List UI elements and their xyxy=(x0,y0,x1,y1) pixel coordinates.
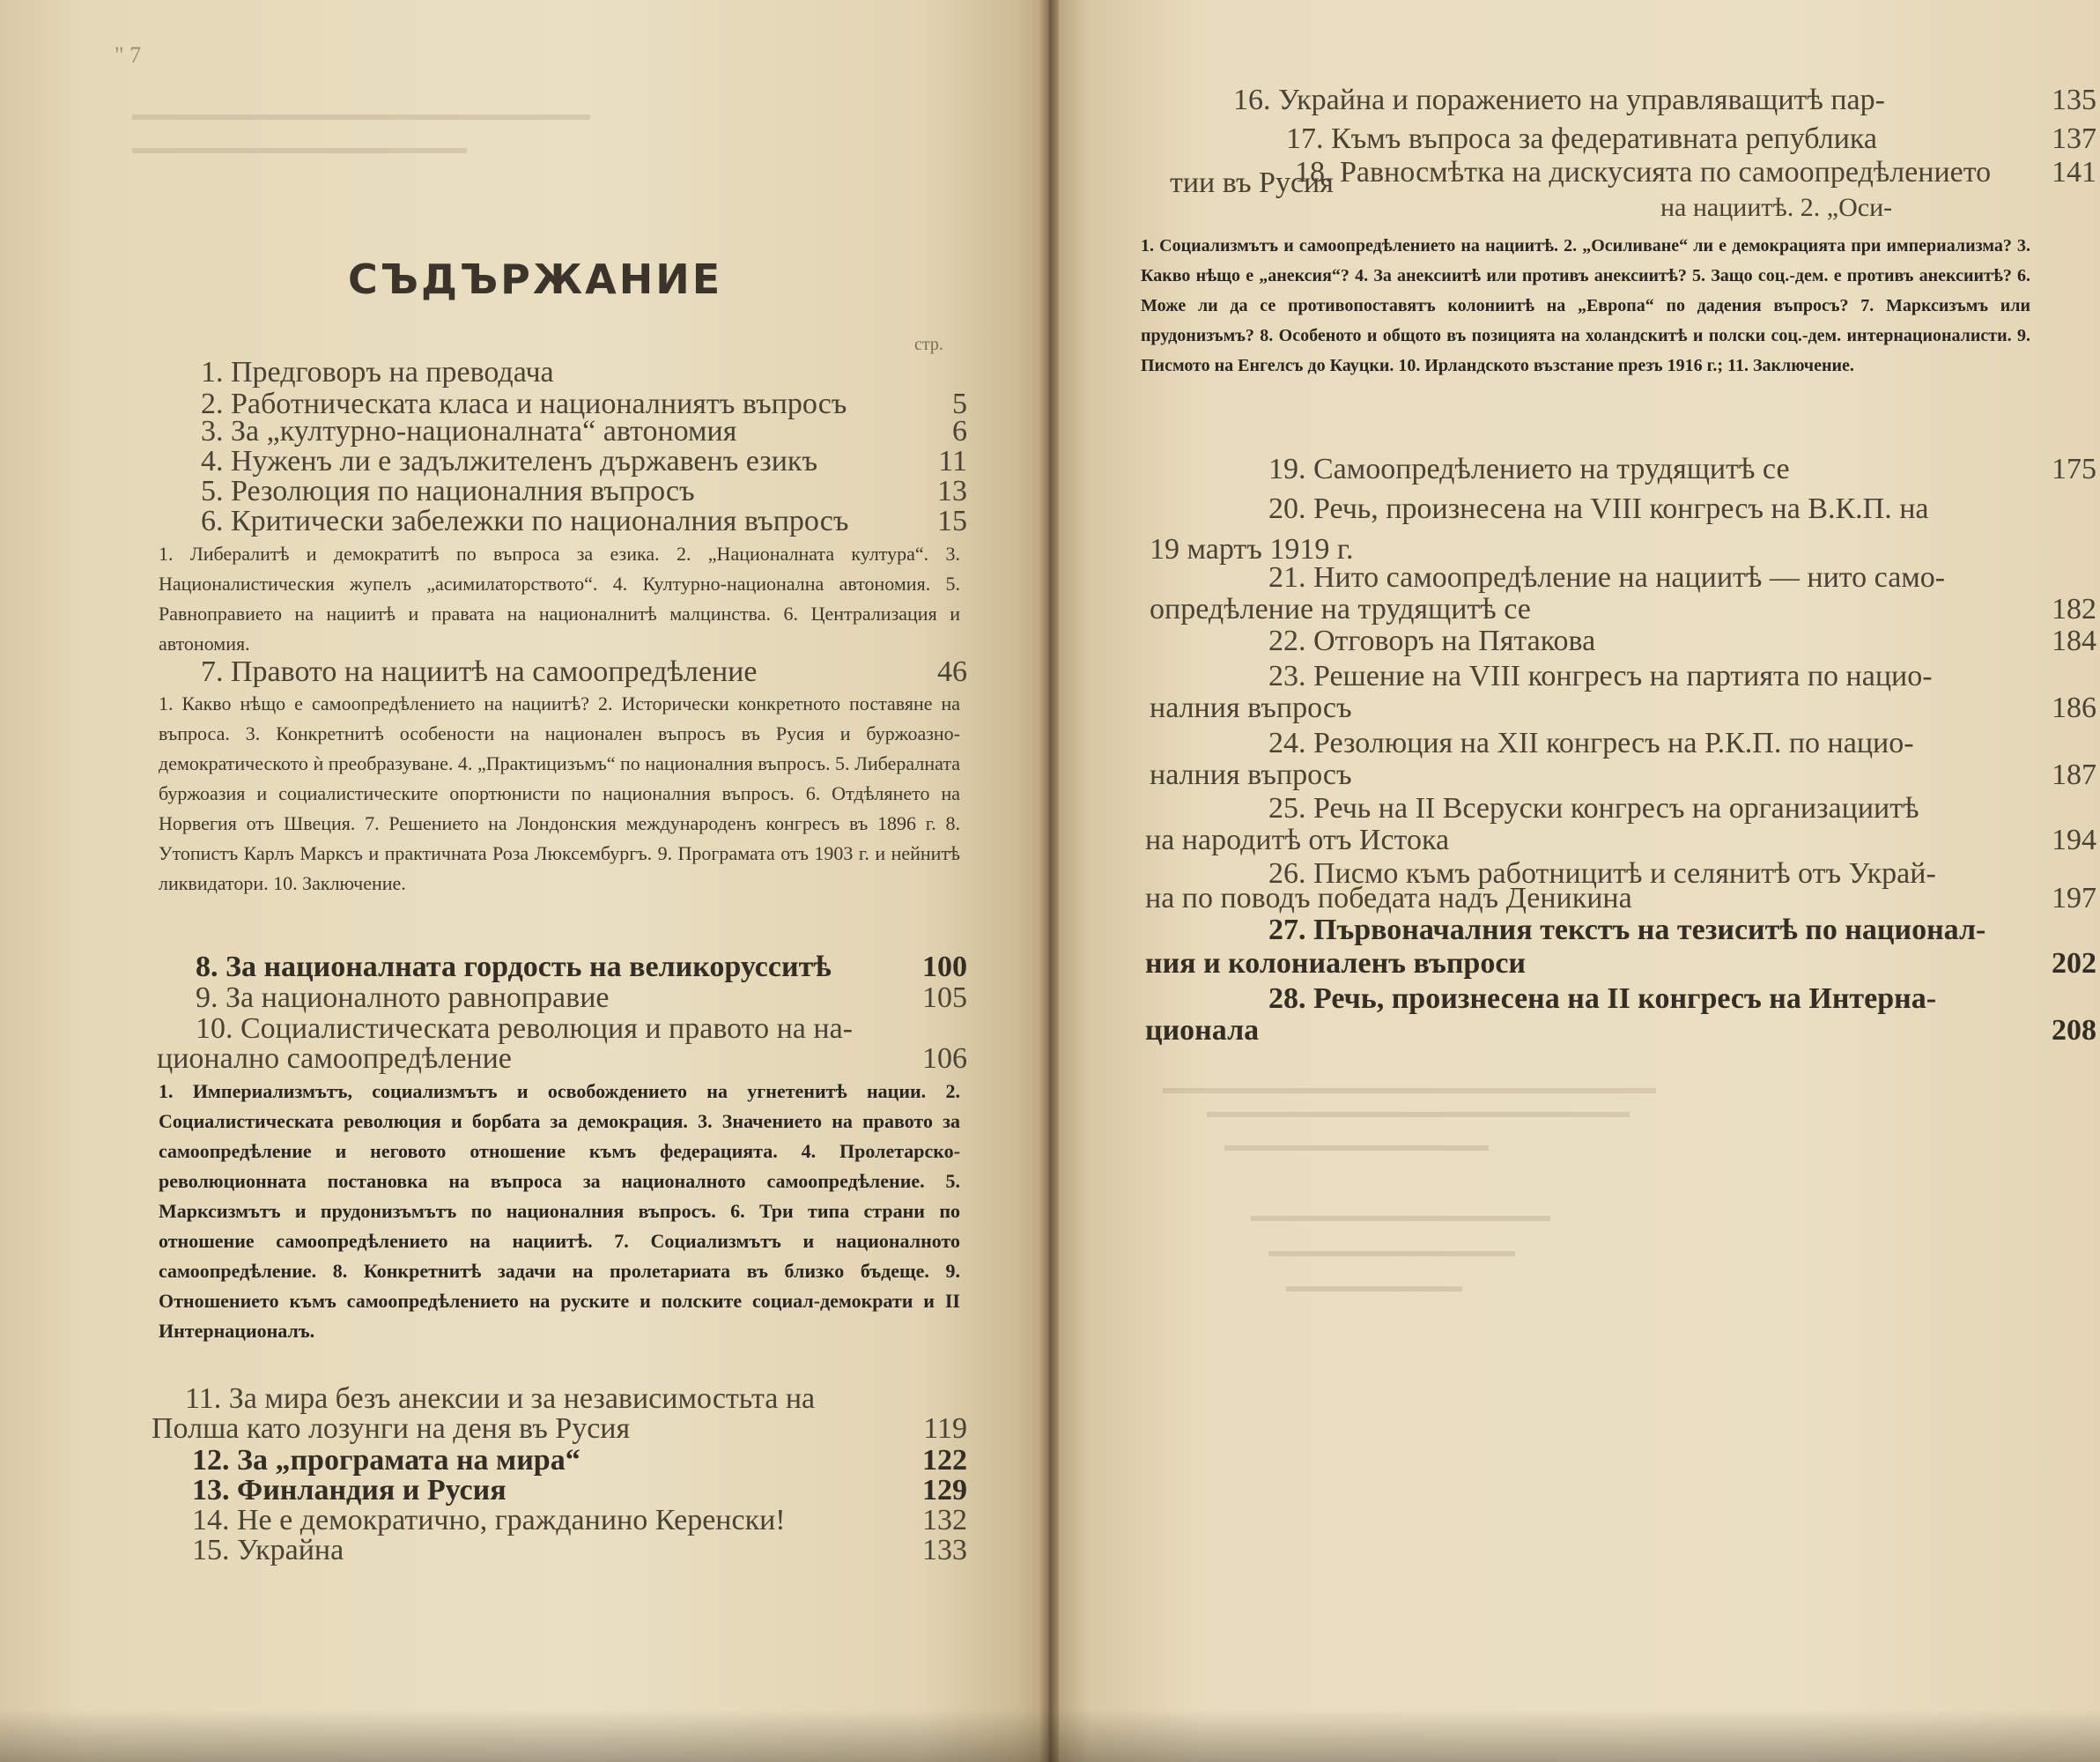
toc-entry-title: 10. Социалистическата революция и правото на на- xyxy=(196,1012,853,1045)
toc-entry-title: 4. Нуженъ ли е задължителенъ държавенъ езикъ xyxy=(201,445,818,478)
toc-entry-title: 11. За мира безъ анексии и за независимостьта на xyxy=(185,1382,816,1415)
toc-entry-page: 208 xyxy=(2052,1014,2096,1047)
toc-entry-title: 28. Речь, произнесена на II конгресъ на Интерна- xyxy=(1268,982,1937,1015)
toc-entry-title: 15. Украйна xyxy=(192,1534,344,1566)
toc-entry-page: 129 xyxy=(922,1474,967,1507)
toc-entry-page: 175 xyxy=(2052,453,2096,485)
toc-entry-page: 46 xyxy=(937,655,967,688)
book-gutter xyxy=(1039,0,1059,1762)
bleed-through-line xyxy=(132,148,467,153)
toc-entry-page: 122 xyxy=(922,1444,967,1477)
toc-entry-title: 14. Не е демократично, гражданино Керенски! xyxy=(192,1504,786,1536)
toc-entry-title: 19. Самоопредѣлението на трудящитѣ се xyxy=(1268,453,1790,485)
toc-entry-title: 25. Речь на II Всеруски конгресъ на организациитѣ xyxy=(1268,792,1919,825)
toc-entry-title-cont: ционала xyxy=(1145,1014,1260,1047)
toc-entry-page: 141 xyxy=(2052,156,2096,189)
toc-entry-title: 23. Решение на VIII конгресъ на партията по нацио- xyxy=(1268,660,1933,692)
left-page xyxy=(0,0,1048,1762)
toc-entry-title: 8. За националната гордость на великорусситѣ xyxy=(196,951,832,983)
toc-subsection-list: 1. Империализмътъ, социализмътъ и освобождението на угнетенитѣ нации. 2. Социалистическата революция и борбата за демокрация. 3. Значението на правото за самоопредѣление и неговото отношение къмъ федерацията. 4. Пролетарско-революционната постановка на въпроса за националното самоопредѣление. 5. Марксизмътъ и прудонизъмътъ по националния въпросъ. 6. Три типа страни по отношение самоопредѣлението на нациитѣ. 7. Социализмътъ и националното самоопредѣление. 8. Конкретнитѣ задачи на пролетариата въ близко бъдеще. 9. Отношението къмъ самоопредѣлението на руските и полските социал-демократи и II Интернационалъ. xyxy=(159,1080,960,1342)
toc-entry-page: 106 xyxy=(922,1042,967,1075)
right-page xyxy=(1048,0,2100,1762)
toc-entry-title: 13. Финландия и Русия xyxy=(192,1474,507,1507)
toc-entry-title-cont: на народитѣ отъ Истока xyxy=(1145,824,1450,856)
toc-entry-page: 6 xyxy=(952,415,967,448)
toc-entry-title: 27. Първоначалния текстъ на тезиситѣ по национал- xyxy=(1268,914,1986,946)
toc-entry-page: 119 xyxy=(923,1412,967,1445)
toc-title: СЪДЪРЖАНИЕ xyxy=(348,255,723,303)
bleed-through-line xyxy=(1163,1088,1656,1093)
toc-entry-title: 1. Предговоръ на преводача xyxy=(201,356,554,389)
toc-entry-title-cont: на по поводъ победата надъ Деникина xyxy=(1145,882,1632,914)
toc-entry-page: 137 xyxy=(2052,122,2096,155)
toc-entry-page: 186 xyxy=(2052,692,2096,724)
toc-entry-title: 17. Къмъ въпроса за федеративната република xyxy=(1286,122,1878,155)
toc-entry-title: 18. Равносмѣтка на дискусията по самоопредѣлението xyxy=(1295,156,1992,189)
toc-entry-title: 12. За „програмата на мира“ xyxy=(192,1444,580,1477)
bleed-through-line xyxy=(1207,1112,1630,1117)
bleed-through-line xyxy=(1224,1145,1489,1151)
toc-entry-title: 20. Речь, произнесена на VIII конгресъ на В.К.П. на xyxy=(1268,492,1929,525)
toc-entry-page: 15 xyxy=(937,505,967,537)
bottom-shadow xyxy=(0,1709,2100,1762)
toc-entry-title: 7. Правото на нациитѣ на самоопредѣление xyxy=(201,655,758,688)
toc-entry-title-cont: опредѣление на трудящитѣ се xyxy=(1150,593,1531,626)
toc-entry-title: 6. Критически забележки по националния въпросъ xyxy=(201,505,849,537)
toc-entry-page: 187 xyxy=(2052,759,2096,791)
toc-entry-page: 13 xyxy=(937,475,967,507)
toc-entry-page: 105 xyxy=(922,981,967,1014)
toc-entry-page: 202 xyxy=(2052,947,2096,980)
toc-entry-page: 135 xyxy=(2052,84,2096,116)
toc-entry-title: 26. Писмо къмъ работницитѣ и селянитѣ отъ Украй- xyxy=(1268,857,1936,890)
toc-entry-title: 9. За националното равноправие xyxy=(196,981,610,1014)
corner-mark: " 7 xyxy=(115,42,142,68)
toc-entry-title: 24. Резолюция на XII конгресъ на Р.К.П. по нацио- xyxy=(1268,727,1914,759)
toc-entry-title: 3. За „културно-националната“ автономия xyxy=(201,415,737,448)
toc-entry-title-cont: Полша като лозунги на деня въ Русия xyxy=(152,1412,631,1445)
toc-entry-title-cont: налния въпросъ xyxy=(1150,759,1352,791)
toc-entry-page: 194 xyxy=(2052,824,2096,856)
toc-entry-page: 132 xyxy=(922,1504,967,1536)
toc-entry-title: 2. Работническата класа и националниятъ въпросъ xyxy=(201,388,847,420)
toc-entry-page: 197 xyxy=(2052,882,2096,914)
toc-entry-page: 5 xyxy=(952,388,967,420)
toc-entry-title: 16. Украйна и поражението на управляващитѣ пар- xyxy=(1233,84,1885,116)
toc-entry-title-cont: на нациитѣ. 2. „Оси- xyxy=(1660,193,1893,222)
toc-entry-title-cont: тии въ Русия xyxy=(1170,167,1334,199)
toc-entry-title-cont: ционално самоопредѣление xyxy=(157,1042,512,1075)
toc-entry-title-cont: ния и колониаленъ въпроси xyxy=(1145,947,1527,980)
toc-entry-title: 5. Резолюция по националния въпросъ xyxy=(201,475,695,507)
toc-subsection-list: 1. Либералитѣ и демократитѣ по въпроса за езика. 2. „Националната култура“. 3. Националистическия жупелъ „асимилаторството“. 4. Културно-национална автономия. 5. Равноправието на нациитѣ и правата на националнитѣ малцинства. 6. Централизация и автономия. xyxy=(159,543,960,655)
bleed-through-line xyxy=(1268,1251,1515,1256)
toc-entry-page: 100 xyxy=(922,951,967,983)
page-column-label: стр. xyxy=(914,335,943,354)
bleed-through-line xyxy=(132,115,590,120)
toc-subsection-list: 1. Социализмътъ и самоопредѣлението на нациитѣ. 2. „Осиливане“ ли е демокрацията при империализма? 3. Какво нѣщо е „анексия“? 4. За анексиитѣ или противъ анексиитѣ? 5. Защо соц.-дем. е противъ анексиитѣ? 6. Може ли да се противопоставятъ колониитѣ на „Европа“ по дадения въпросъ? 7. Марксизъмъ или прудонизъмъ? 8. Особеното и общото въ позицията на холандскитѣ и полски соц.-дем. интернационалисти. 9. Писмото на Енгелсъ до Кауцки. 10. Ирландското възстание презъ 1916 г.; 11. Заключение. xyxy=(1141,236,2030,375)
toc-entry-title-cont: 19 мартъ 1919 г. xyxy=(1150,533,1354,566)
toc-entry-title: 22. Отговоръ на Пятакова xyxy=(1268,625,1596,657)
bleed-through-line xyxy=(1286,1286,1462,1292)
toc-entry-page: 184 xyxy=(2052,625,2096,657)
toc-entry-page: 182 xyxy=(2052,593,2096,626)
toc-subsection-list: 1. Какво нѣщо е самоопредѣлението на нациитѣ? 2. Исторически конкретното поставяне на въпроса. 3. Конкретнитѣ особености на национален въпросъ въ Русия и буржоазно-демократическото ѝ преобразуване. 4. „Практицизъмъ“ по националния въпросъ. 5. Либералната буржоазия и социалистическите опортюнисти по националния въпросъ. 6. Отдѣлянето на Норвегия отъ Швеция. 7. Решението на Лондонския международенъ конгресъ въ 1896 г. 8. Утопистъ Карлъ Марксъ и практичната Роза Люксембургъ. 9. Програмата отъ 1903 г. и нейнитѣ ликвидатори. 10. Заключение. xyxy=(159,692,960,894)
toc-entry-title: 21. Нито самоопредѣление на нациитѣ — нито само- xyxy=(1268,561,1946,594)
bleed-through-line xyxy=(1251,1216,1550,1221)
toc-entry-title-cont: налния въпросъ xyxy=(1150,692,1352,724)
toc-entry-page: 133 xyxy=(922,1534,967,1566)
toc-entry-page: 11 xyxy=(938,445,967,478)
